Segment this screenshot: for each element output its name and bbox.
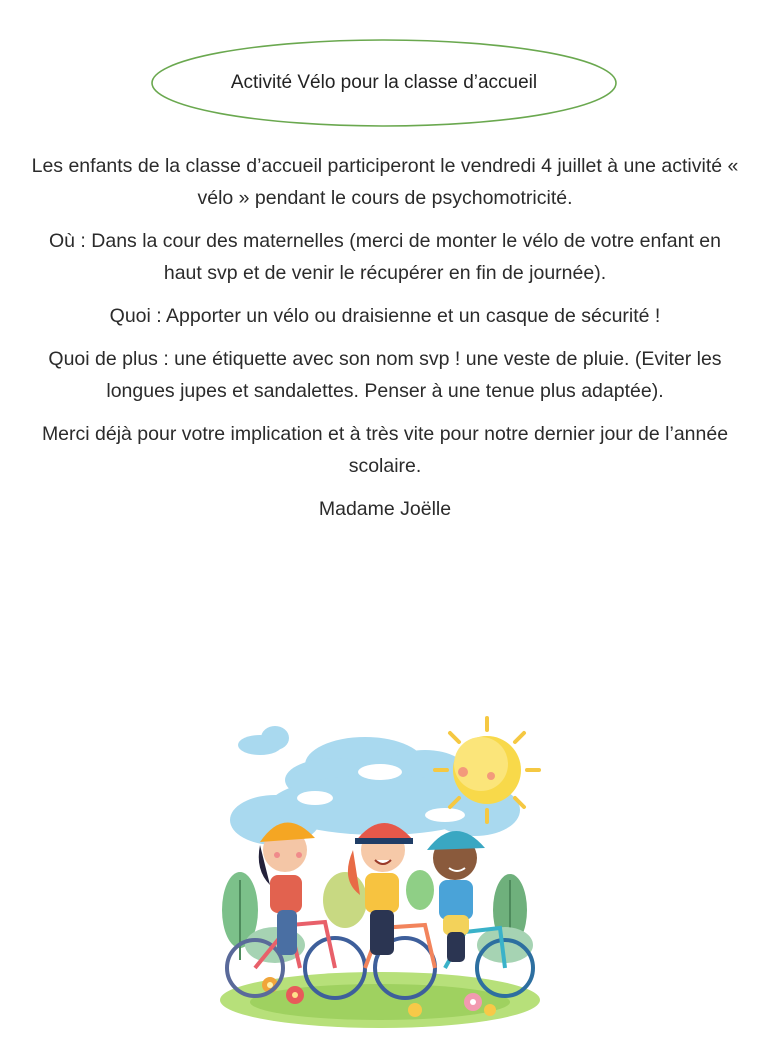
child-figure	[348, 823, 413, 955]
paragraph-what: Quoi : Apporter un vélo ou draisienne et un casque de sécurité !	[109, 305, 661, 327]
title-ellipse	[150, 38, 618, 128]
letter-body	[30, 150, 740, 536]
signature: Madame Joëlle	[318, 498, 452, 520]
paragraph-extra: Quoi de plus : une étiquette avec son nom svp ! une veste de pluie. (Eviter les longues jupes et sandalettes. Penser à une tenue plus adaptée).	[48, 348, 722, 402]
paragraph-where: Où : Dans la cour des maternelles (merci de monter le vélo de votre enfant en haut svp et de venir le récupérer en fin de journée).	[49, 230, 721, 284]
document-title: Activité Vélo pour la classe d’accueil	[230, 72, 538, 93]
paragraph-intro: Les enfants de la classe d’accueil participeront le vendredi 4 juillet à une activité « vélo » pendant le cours de psychomotricité.	[31, 155, 739, 209]
children-bicycles-illustration	[215, 710, 545, 1040]
child-figure	[427, 831, 485, 962]
paragraph-thanks: Merci déjà pour votre implication et à très vite pour notre dernier jour de l’année scolaire.	[41, 423, 729, 477]
